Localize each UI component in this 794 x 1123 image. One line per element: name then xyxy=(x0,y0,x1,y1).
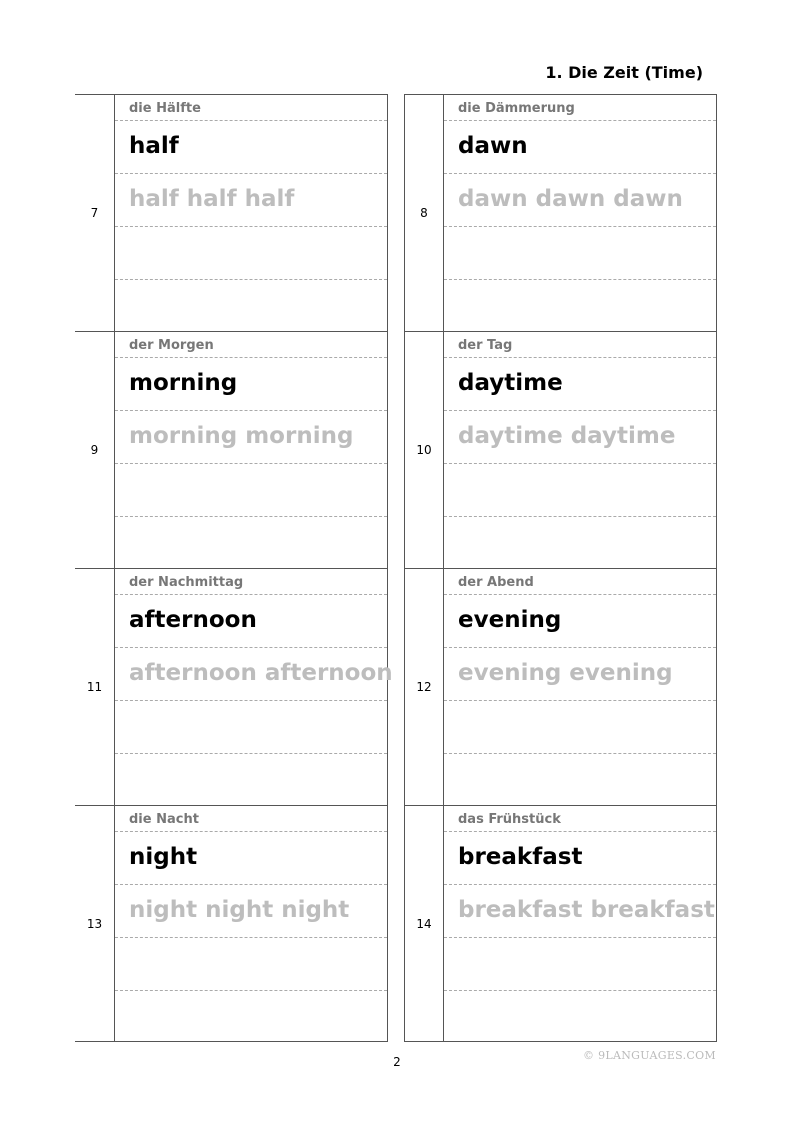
entry-number: 8 xyxy=(404,95,444,331)
tracing-text: half half half xyxy=(129,186,295,212)
practice-lines xyxy=(115,806,388,1041)
english-word: afternoon xyxy=(129,607,257,633)
entry-number: 11 xyxy=(75,569,115,805)
blank-writing-line[interactable] xyxy=(115,991,387,1043)
tracing-text: breakfast breakfast xyxy=(458,897,715,923)
blank-writing-line[interactable] xyxy=(444,754,716,806)
vocab-card xyxy=(404,94,717,331)
copyright-notice: © 9LANGUAGES.COM xyxy=(583,1049,716,1062)
page-title: 1. Die Zeit (Time) xyxy=(545,63,703,82)
english-word: evening xyxy=(458,607,562,633)
practice-lines xyxy=(444,569,717,805)
blank-writing-line[interactable] xyxy=(115,754,387,806)
english-word: morning xyxy=(129,370,238,396)
blank-writing-line[interactable] xyxy=(444,464,716,517)
german-term: die Hälfte xyxy=(129,101,201,116)
blank-writing-line[interactable] xyxy=(444,517,716,569)
vocab-card xyxy=(75,568,393,805)
entry-number: 10 xyxy=(404,332,444,568)
german-term: die Nacht xyxy=(129,812,199,827)
vocab-card xyxy=(404,805,717,1042)
practice-lines xyxy=(115,332,388,568)
entry-number: 7 xyxy=(75,95,115,331)
vocab-card xyxy=(404,331,717,568)
blank-writing-line[interactable] xyxy=(115,517,387,569)
blank-writing-line[interactable] xyxy=(115,938,387,991)
practice-lines xyxy=(444,806,717,1041)
blank-writing-line[interactable] xyxy=(115,227,387,280)
german-term: der Abend xyxy=(458,575,534,590)
entry-number: 12 xyxy=(404,569,444,805)
vocab-card xyxy=(75,94,388,331)
tracing-text: dawn dawn dawn xyxy=(458,186,683,212)
german-term: der Nachmittag xyxy=(129,575,244,590)
english-word: breakfast xyxy=(458,844,583,870)
blank-writing-line[interactable] xyxy=(115,464,387,517)
blank-writing-line[interactable] xyxy=(444,280,716,332)
blank-writing-line[interactable] xyxy=(444,701,716,754)
english-word: daytime xyxy=(458,370,563,396)
tracing-text: daytime daytime xyxy=(458,423,676,449)
practice-lines xyxy=(115,95,388,331)
german-term: der Morgen xyxy=(129,338,214,353)
practice-lines xyxy=(115,569,393,805)
english-word: dawn xyxy=(458,133,528,159)
english-word: half xyxy=(129,133,179,159)
blank-writing-line[interactable] xyxy=(115,280,387,332)
page-number: 2 xyxy=(393,1055,401,1069)
vocab-card xyxy=(404,568,717,805)
german-term: das Frühstück xyxy=(458,812,561,827)
entry-number: 9 xyxy=(75,332,115,568)
tracing-text: afternoon afternoon xyxy=(129,660,393,686)
blank-writing-line[interactable] xyxy=(444,227,716,280)
tracing-text: evening evening xyxy=(458,660,673,686)
practice-lines xyxy=(444,95,717,331)
tracing-text: night night night xyxy=(129,897,350,923)
german-term: die Dämmerung xyxy=(458,101,575,116)
entry-number: 14 xyxy=(404,806,444,1041)
vocabulary-grid xyxy=(75,94,717,1042)
german-term: der Tag xyxy=(458,338,513,353)
vocab-card xyxy=(75,331,388,568)
english-word: night xyxy=(129,844,198,870)
practice-lines xyxy=(444,332,717,568)
blank-writing-line[interactable] xyxy=(444,991,716,1043)
vocab-card xyxy=(75,805,388,1042)
blank-writing-line[interactable] xyxy=(115,701,387,754)
tracing-text: morning morning xyxy=(129,423,354,449)
entry-number: 13 xyxy=(75,806,115,1041)
blank-writing-line[interactable] xyxy=(444,938,716,991)
